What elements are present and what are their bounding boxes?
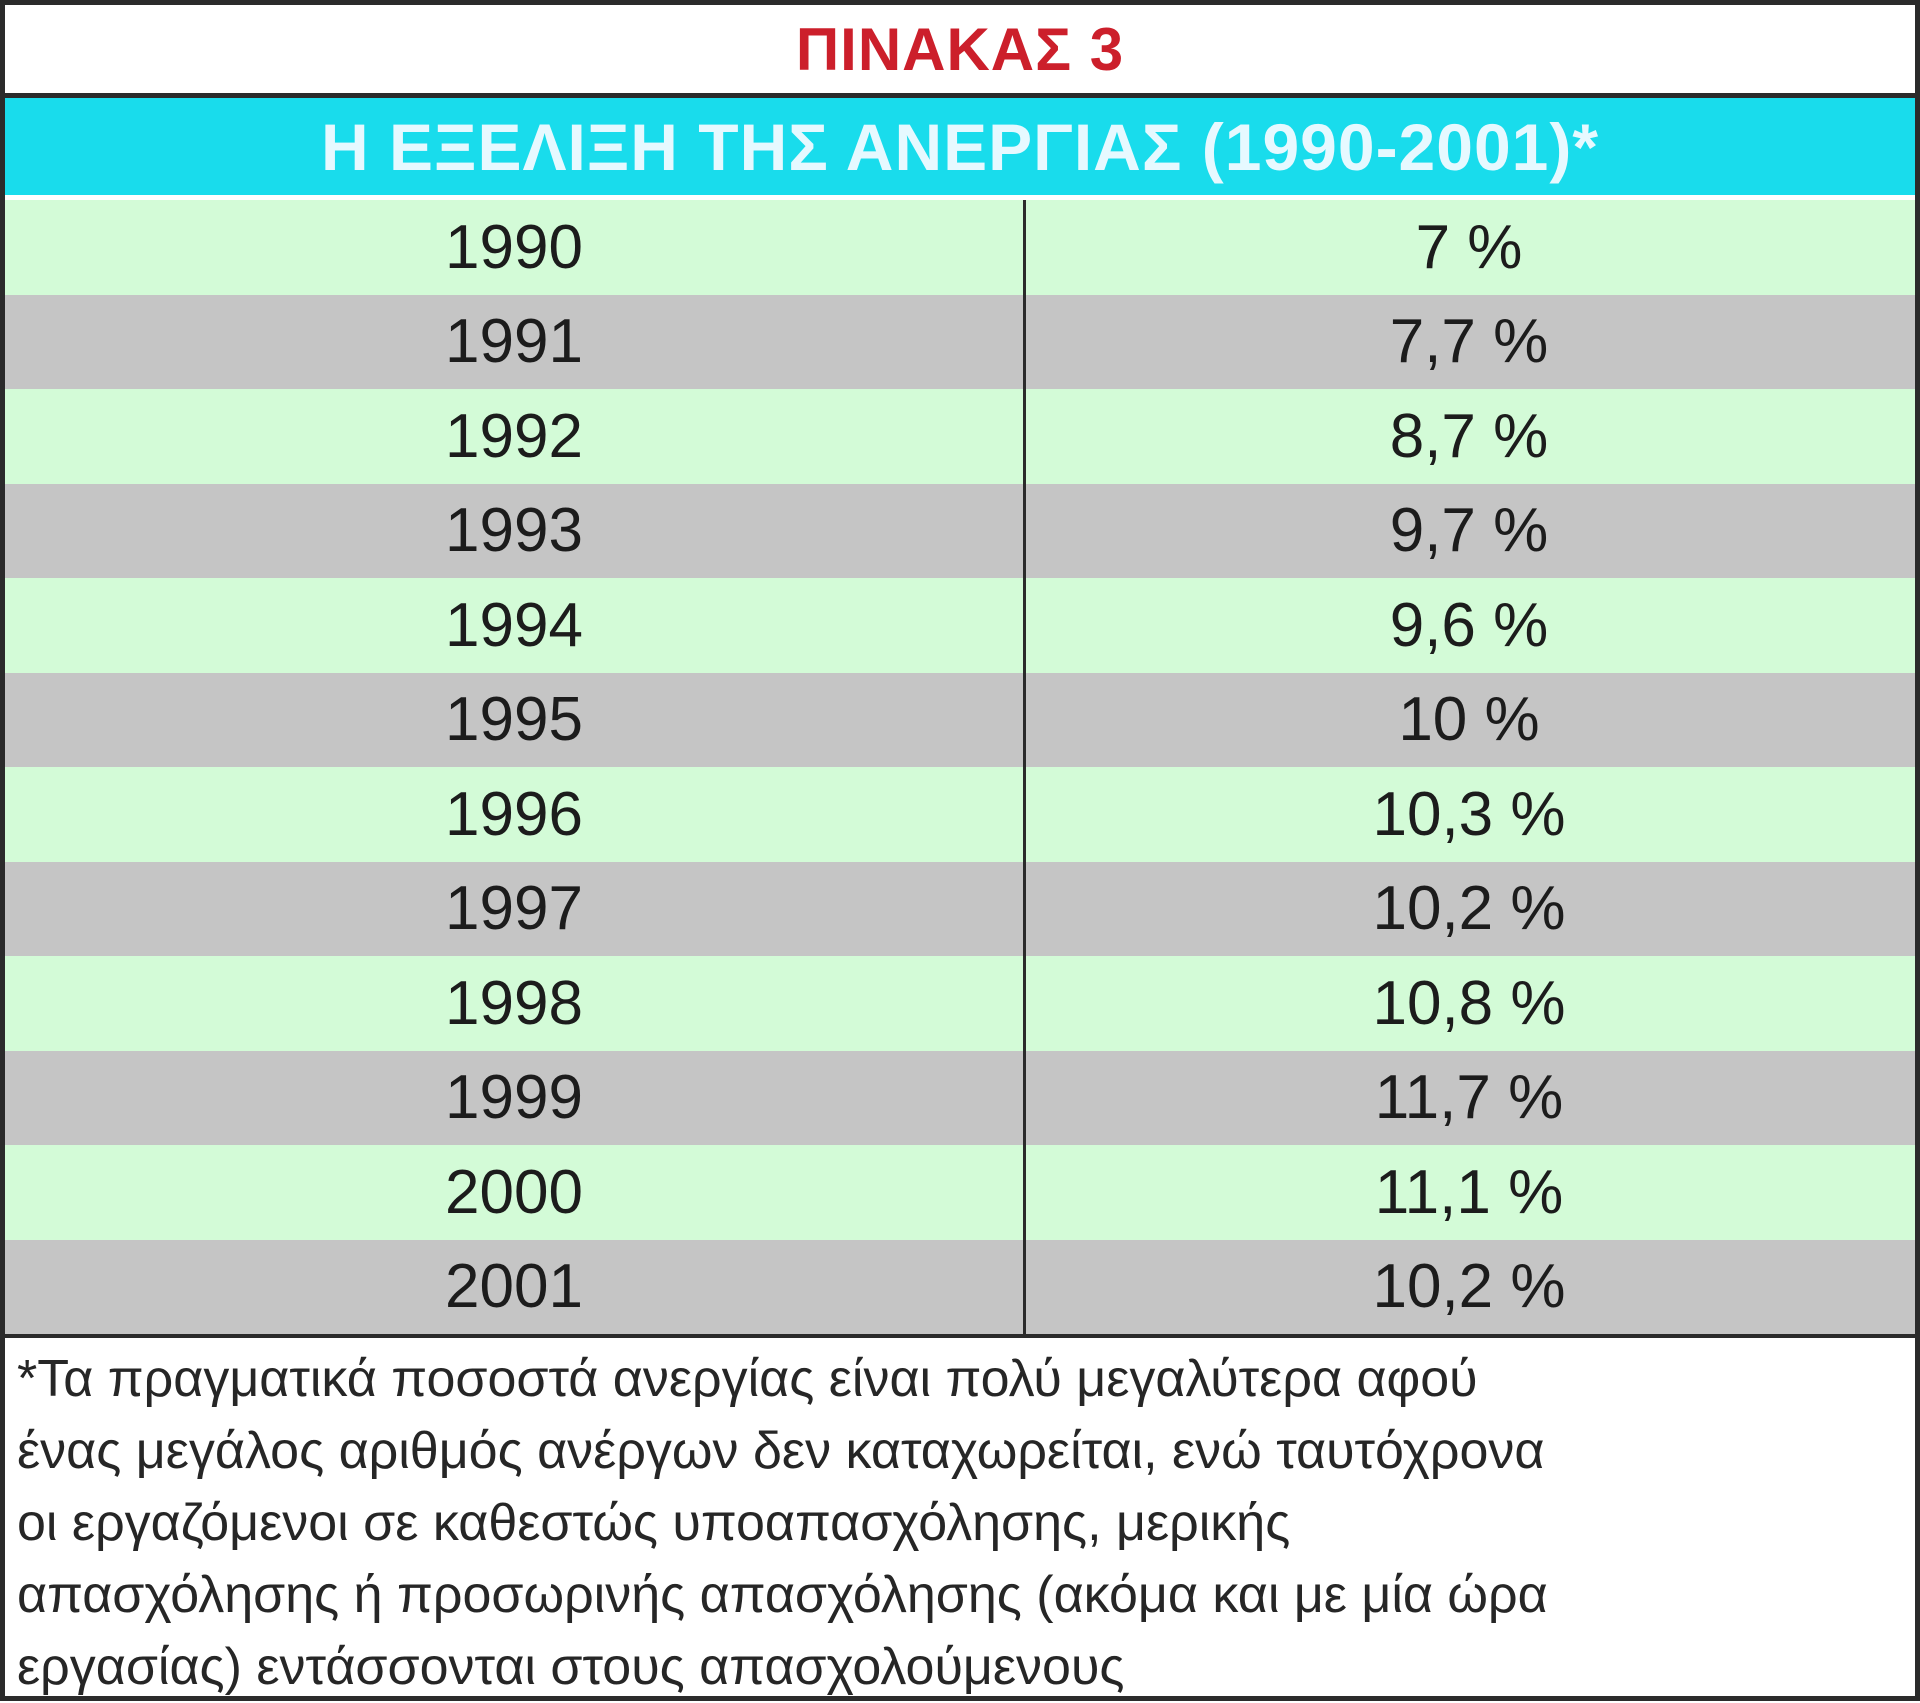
rate-cell: 11,1 % bbox=[1374, 1157, 1564, 1227]
year-label: 1997 bbox=[445, 874, 583, 944]
year-label: 1996 bbox=[445, 779, 583, 849]
table-row bbox=[5, 578, 1915, 673]
year-label: 1998 bbox=[445, 968, 583, 1038]
year-cell bbox=[5, 862, 1023, 957]
rate-cell: 10 % bbox=[1398, 685, 1540, 755]
table-row bbox=[5, 484, 1915, 579]
footnote-line: *Τα πραγματικά ποσοστά ανεργίας είναι πολύ μεγαλύτερα αφού bbox=[17, 1350, 1478, 1408]
footnote-line: ένας μεγάλος αριθμός ανέργων δεν καταχωρείται, ενώ ταυτόχρονα bbox=[17, 1422, 1545, 1480]
rate-cell: 9,7 % bbox=[1389, 496, 1549, 566]
table-body bbox=[5, 200, 1915, 1334]
table-row bbox=[5, 389, 1915, 484]
year-label: 2000 bbox=[445, 1157, 583, 1227]
rate-cell: 10,3 % bbox=[1372, 779, 1566, 849]
year-label: 1995 bbox=[445, 685, 583, 755]
column-divider bbox=[1023, 200, 1026, 1334]
footnote-divider bbox=[5, 1334, 1915, 1338]
table-row bbox=[5, 200, 1915, 295]
year-cell bbox=[5, 1051, 1023, 1146]
table-row bbox=[5, 1051, 1915, 1146]
year-cell bbox=[5, 200, 1023, 295]
year-cell bbox=[5, 767, 1023, 862]
rate-cell: 10,2 % bbox=[1372, 874, 1566, 944]
footnote-line: οι εργαζόμενοι σε καθεστώς υποαπασχόλησης, μερικής bbox=[17, 1494, 1291, 1552]
rate-cell: 10,2 % bbox=[1372, 1252, 1566, 1322]
year-label: 1993 bbox=[445, 496, 583, 566]
year-cell bbox=[5, 1240, 1023, 1335]
year-label: 1991 bbox=[445, 307, 583, 377]
year-cell bbox=[5, 295, 1023, 390]
table-row bbox=[5, 956, 1915, 1051]
table-subtitle: Η ΕΞΕΛΙΞΗ ΤΗΣ ΑΝΕΡΓΙΑΣ (1990-2001)* bbox=[5, 98, 1915, 195]
table-row bbox=[5, 673, 1915, 768]
year-label: 1992 bbox=[445, 401, 583, 471]
rate-cell: 11,7 % bbox=[1374, 1063, 1564, 1133]
year-label: 2001 bbox=[445, 1252, 583, 1322]
year-cell bbox=[5, 673, 1023, 768]
footnote-line: εργασίας) εντάσσονται στους απασχολούμενους bbox=[17, 1638, 1125, 1696]
year-label: 1994 bbox=[445, 590, 583, 660]
year-cell bbox=[5, 484, 1023, 579]
table-title: ΠΙΝΑΚΑΣ 3 bbox=[795, 15, 1125, 83]
table-row bbox=[5, 295, 1915, 390]
rate-cell: 10,8 % bbox=[1372, 968, 1566, 1038]
rate-cell: 8,7 % bbox=[1389, 401, 1549, 471]
year-cell bbox=[5, 389, 1023, 484]
table-row bbox=[5, 1240, 1915, 1335]
footnote-line: απασχόλησης ή προσωρινής απασχόλησης (ακόμα και με μία ώρα bbox=[17, 1566, 1548, 1624]
table-row bbox=[5, 767, 1915, 862]
year-label: 1999 bbox=[445, 1063, 583, 1133]
year-label: 1990 bbox=[445, 212, 583, 282]
year-cell bbox=[5, 956, 1023, 1051]
table-row bbox=[5, 862, 1915, 957]
year-cell bbox=[5, 1145, 1023, 1240]
rate-cell: 9,6 % bbox=[1389, 590, 1549, 660]
table-row bbox=[5, 1145, 1915, 1240]
rate-cell: 7 % bbox=[1415, 212, 1523, 282]
year-cell bbox=[5, 578, 1023, 673]
rate-cell: 7,7 % bbox=[1389, 307, 1549, 377]
footnote bbox=[17, 1343, 1897, 1703]
